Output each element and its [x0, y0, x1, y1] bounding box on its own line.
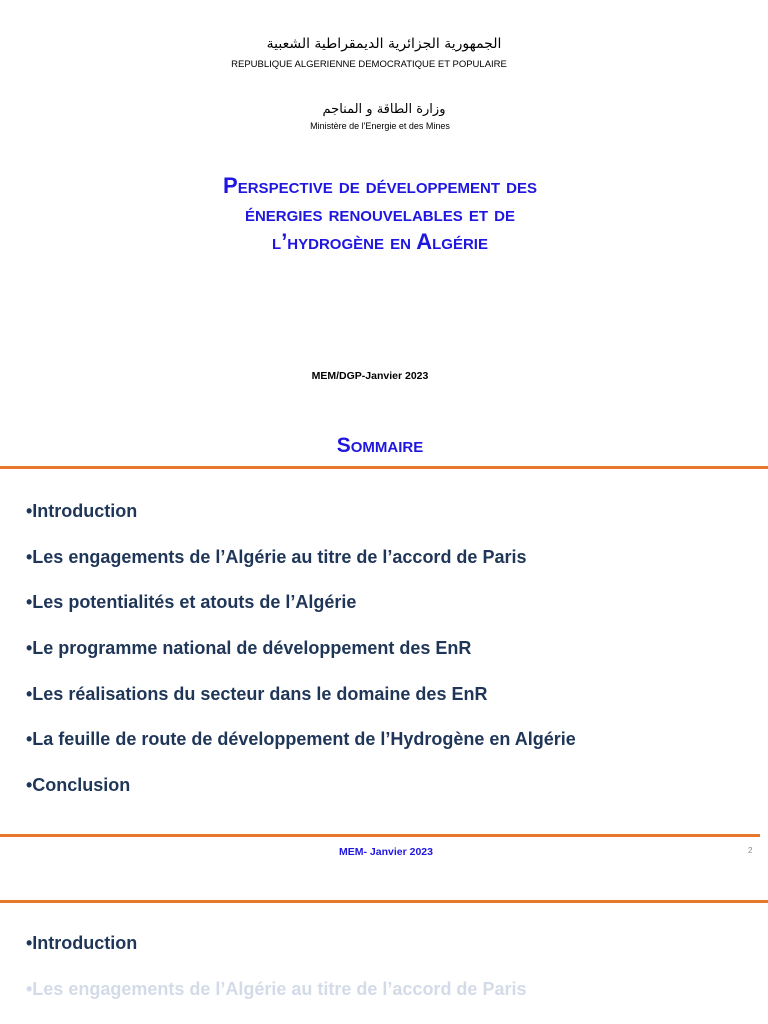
agenda-item: •Les potentialités et atouts de l’Algérie — [26, 592, 357, 613]
divider-top — [0, 466, 768, 469]
next-slide — [0, 870, 768, 1024]
summary-title: Sommaire — [336, 434, 424, 457]
summary-slide — [0, 410, 768, 870]
agenda-item: •Introduction — [26, 501, 138, 521]
agenda-list — [26, 500, 576, 820]
title-slide — [0, 0, 768, 410]
arabic-republic-header: الجمهورية الجزائرية الديمقراطية الشعبية — [266, 36, 502, 52]
agenda-item: •Les engagements de l’Algérie au titre de l’accord de Paris — [26, 546, 527, 567]
ministry-header: Ministère de l'Energie et des Mines — [310, 121, 450, 131]
agenda-item: •Conclusion — [26, 775, 131, 796]
agenda-list — [26, 932, 526, 1023]
page-number: 2 — [748, 846, 753, 855]
presentation-title — [90, 172, 670, 256]
agenda-item: •Les réalisations du secteur dans le domaine des EnR — [26, 683, 488, 704]
arabic-ministry-header: وزارة الطاقة و المناجم — [322, 102, 446, 117]
title-line: énergies renouvelables et de — [244, 201, 516, 226]
presentation-date: MEM/DGP-Janvier 2023 — [311, 370, 429, 382]
agenda-item: •La feuille de route de développement de l’Hydrogène en Algérie — [26, 729, 576, 750]
title-line: l’hydrogène en Algérie — [272, 229, 488, 254]
slide-footer: MEM- Janvier 2023 — [339, 846, 433, 858]
divider-top — [0, 900, 768, 903]
divider-bottom — [0, 834, 760, 837]
agenda-item: •Introduction — [26, 933, 138, 953]
republic-header: REPUBLIQUE ALGERIENNE DEMOCRATIQUE ET POPULAIRE — [231, 59, 507, 70]
title-line: Perspective de développement des — [223, 173, 537, 198]
agenda-item-faded: •Les engagements de l’Algérie au titre de l’accord de Paris — [26, 978, 527, 999]
agenda-item: •Le programme national de développement des EnR — [26, 638, 472, 659]
